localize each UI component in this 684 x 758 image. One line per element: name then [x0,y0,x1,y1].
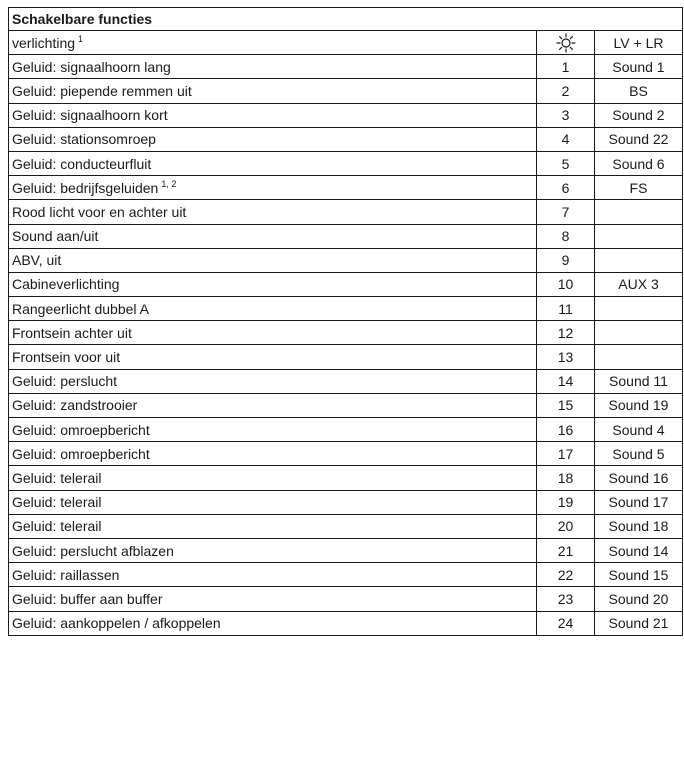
function-number: 8 [537,225,595,248]
function-label-cell [9,394,537,417]
function-label-cell [9,515,537,538]
function-label: Frontsein achter uit [12,324,132,341]
header-col3: LV + LR [613,34,664,51]
table-row [8,127,683,151]
function-label: ABV, uit [12,252,62,269]
function-label-cell [9,55,537,78]
table-row [8,344,683,368]
function-label: Geluid: conducteurfluit [12,155,152,172]
function-label: Geluid: telerail [12,469,102,486]
function-number: 20 [537,515,595,538]
table-row [8,78,683,102]
function-code: Sound 1 [612,58,665,75]
function-label: Geluid: omroepbericht [12,421,150,438]
function-number: 24 [537,612,595,635]
function-label-cell [9,200,537,223]
table-row [8,441,683,465]
table-row [8,272,683,296]
function-number: 13 [537,345,595,368]
function-label: Geluid: bedrijfsgeluiden [12,179,159,196]
function-code: FS [629,179,648,196]
table-row [8,175,683,199]
function-code [595,225,682,248]
function-code: Sound 15 [608,566,669,583]
function-code: Sound 14 [608,542,669,559]
function-label: Geluid: zandstrooier [12,397,138,414]
function-footnote: 1, 2 [161,178,177,189]
table-title: Schakelbare functies [12,11,153,27]
function-label-cell [9,225,537,248]
table-header-row [8,30,683,54]
table-row [8,296,683,320]
function-number: 23 [537,587,595,610]
function-label-cell [9,273,537,296]
function-label-cell [9,345,537,368]
function-label-cell [9,297,537,320]
function-number: 19 [537,491,595,514]
table-row [8,103,683,127]
function-code [595,297,682,320]
function-label: Frontsein voor uit [12,349,121,366]
function-code: Sound 4 [612,421,665,438]
function-label: Geluid: perslucht afblazen [12,542,174,559]
function-number: 17 [537,442,595,465]
function-label-cell [9,539,537,562]
function-code: Sound 2 [612,107,665,124]
function-label-cell [9,491,537,514]
function-number: 2 [537,79,595,102]
function-code: Sound 21 [608,615,669,631]
function-number: 21 [537,539,595,562]
function-label-cell [9,587,537,610]
function-number: 18 [537,466,595,489]
function-label-cell [9,321,537,344]
table-row [8,490,683,514]
function-code: Sound 18 [608,518,669,535]
table-row [8,199,683,223]
function-label-cell [9,104,537,127]
function-number: 6 [537,176,595,199]
table-row [8,320,683,344]
function-label-cell [9,176,537,199]
function-label: Rangeerlicht dubbel A [12,300,149,317]
function-code: Sound 5 [612,445,665,462]
function-code: Sound 11 [609,373,668,390]
table-row [8,417,683,441]
function-code: AUX 3 [618,276,659,293]
function-code [595,200,682,223]
table-row [8,248,683,272]
function-code: Sound 19 [608,397,669,414]
function-number: 12 [537,321,595,344]
function-label: Geluid: signaalhoorn kort [12,107,168,124]
function-label: Rood licht voor en achter uit [12,203,187,220]
function-label: Geluid: raillassen [12,566,120,583]
function-label-cell [9,418,537,441]
function-label: Geluid: perslucht [12,373,118,390]
function-label: Geluid: buffer aan buffer [12,590,163,607]
functions-table [8,7,683,636]
function-label: Geluid: stationsomroep [12,131,156,148]
function-label-cell [9,152,537,175]
function-number: 1 [537,55,595,78]
function-number: 15 [537,394,595,417]
function-code: Sound 22 [608,131,669,148]
function-label-cell [9,370,537,393]
table-row [8,514,683,538]
function-label: Geluid: telerail [12,494,102,511]
function-code: BS [629,82,648,99]
function-label: Cabineverlichting [12,276,120,293]
function-label: Geluid: aankoppelen / afkoppelen [12,615,221,631]
function-label-cell [9,466,537,489]
table-row [8,54,683,78]
table-row [8,562,683,586]
header-footnote: 1 [78,33,84,44]
function-code [595,345,682,368]
header-label-cell [9,31,537,54]
table-row [8,369,683,393]
function-label: Geluid: omroepbericht [12,445,150,462]
header-label: verlichting [12,34,76,51]
table-row [8,465,683,489]
header-icon-cell [537,31,595,54]
function-number: 22 [537,563,595,586]
function-number: 9 [537,249,595,272]
table-row [8,611,683,636]
table-row [8,538,683,562]
function-label-cell [9,249,537,272]
sun-icon [556,33,576,53]
function-code: Sound 16 [608,469,669,486]
function-label-cell [9,442,537,465]
function-label-cell [9,128,537,151]
function-number: 11 [537,297,595,320]
function-code [595,321,682,344]
function-label: Geluid: signaalhoorn lang [12,58,171,75]
function-code: Sound 20 [608,590,669,607]
function-number: 7 [537,200,595,223]
function-label: Geluid: telerail [12,518,102,535]
function-label: Geluid: piepende remmen uit [12,82,192,99]
function-code: Sound 6 [612,155,665,172]
function-number: 16 [537,418,595,441]
function-code [595,249,682,272]
table-row [8,586,683,610]
function-label-cell [9,612,537,635]
table-title-row [8,7,683,30]
table-row [8,393,683,417]
function-number: 14 [537,370,595,393]
table-row [8,224,683,248]
function-number: 4 [537,128,595,151]
table-row [8,151,683,175]
function-label-cell [9,79,537,102]
function-number: 5 [537,152,595,175]
function-number: 10 [537,273,595,296]
function-number: 3 [537,104,595,127]
function-label-cell [9,563,537,586]
function-label: Sound aan/uit [12,228,99,245]
function-code: Sound 17 [608,494,669,511]
